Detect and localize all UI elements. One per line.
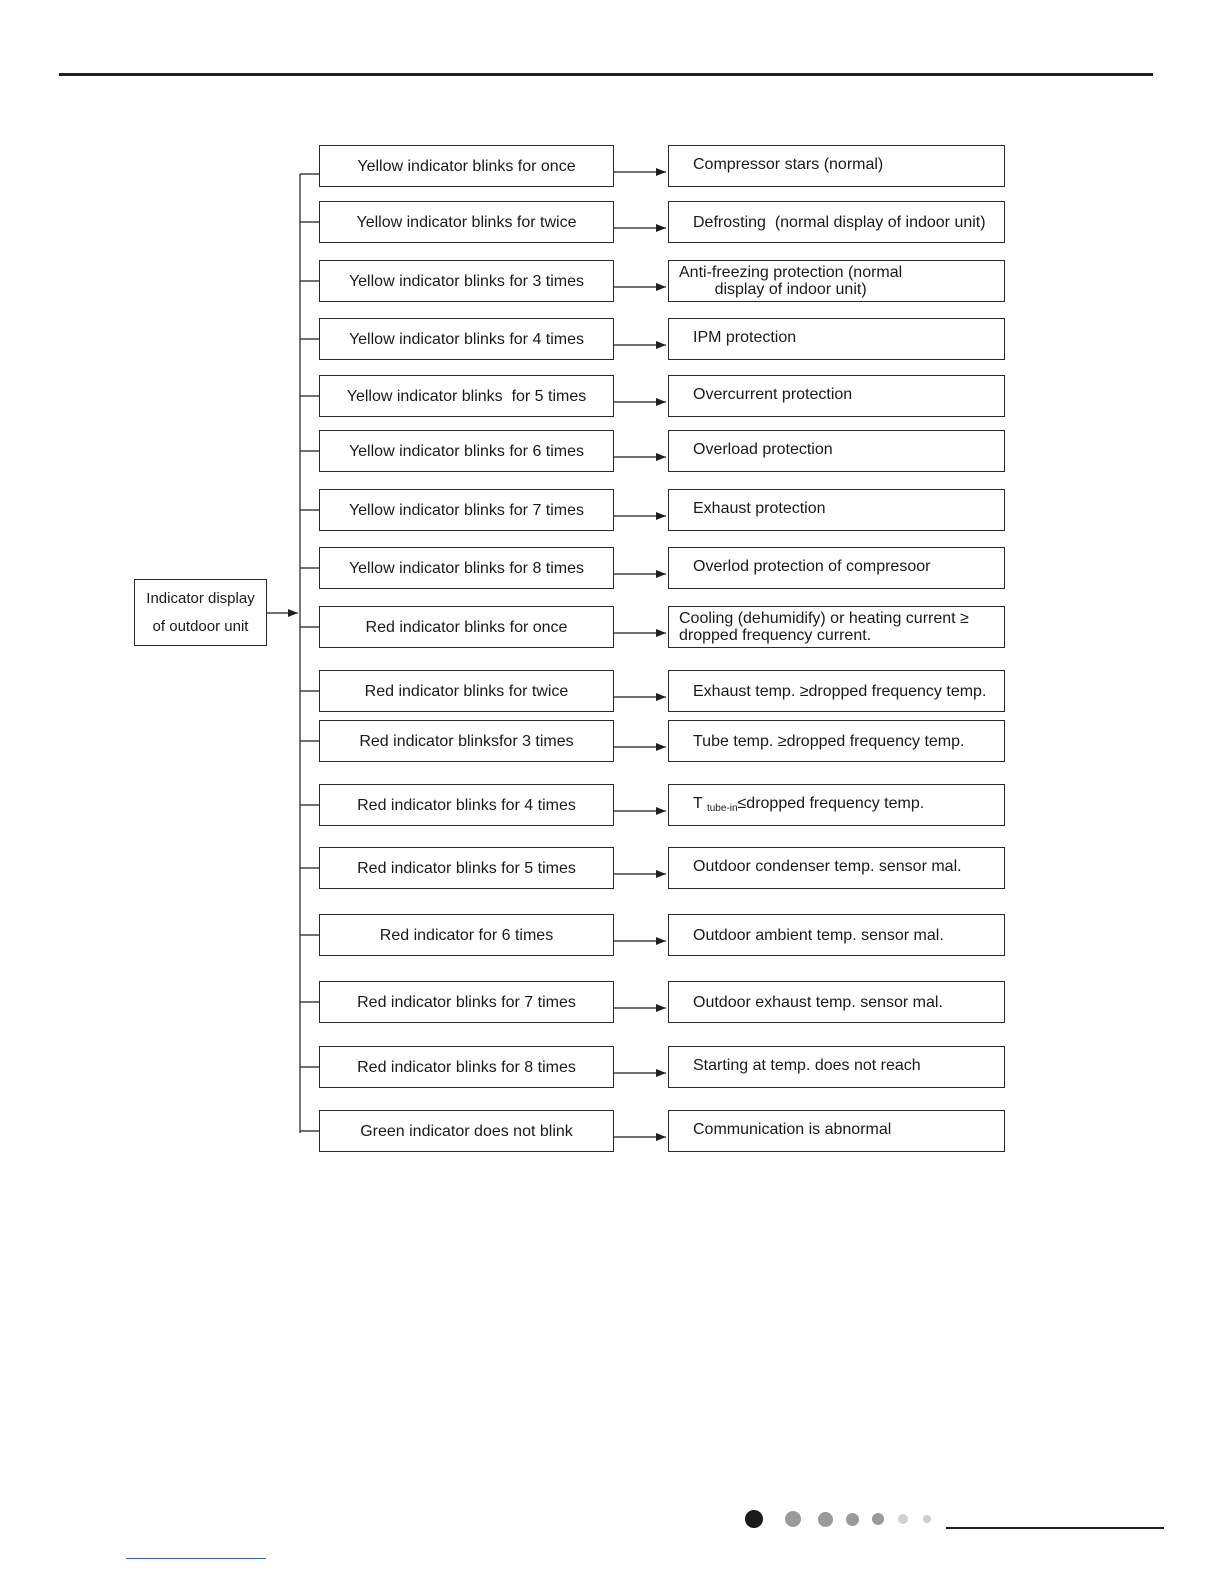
indicator-node-label: Yellow indicator blinks for once	[357, 157, 576, 175]
indicator-node	[319, 914, 614, 956]
result-node-label: Exhaust protection	[693, 500, 826, 517]
indicator-node-label: Yellow indicator blinks for 6 times	[348, 442, 585, 460]
indicator-node	[319, 145, 614, 187]
indicator-node	[319, 1110, 614, 1152]
result-node	[668, 430, 1005, 472]
progress-dot	[818, 1512, 833, 1527]
indicator-node	[319, 375, 614, 417]
indicator-node-label: Yellow indicator blinks for 7 times	[348, 501, 585, 519]
progress-dot	[898, 1514, 908, 1524]
result-node-label: Communication is abnormal	[693, 1121, 892, 1138]
footer-rule	[946, 1527, 1164, 1529]
indicator-node	[319, 606, 614, 648]
result-node	[668, 670, 1005, 712]
result-node-label: Anti-freezing protection (normal display of indoor unit)	[679, 264, 903, 298]
page-progress-dots	[745, 1510, 945, 1530]
result-node	[668, 981, 1005, 1023]
result-node	[668, 260, 1005, 302]
root-node-outdoor-indicator	[134, 579, 267, 646]
result-node	[668, 720, 1005, 762]
indicator-node-label: Red indicator blinks for twice	[364, 682, 569, 700]
result-node	[668, 375, 1005, 417]
indicator-node	[319, 547, 614, 589]
progress-dot	[785, 1511, 801, 1527]
result-node-label	[693, 795, 924, 817]
indicator-node-label: Red indicator for 6 times	[379, 926, 554, 944]
indicator-node	[319, 847, 614, 889]
result-node-label: Outdoor condenser temp. sensor mal.	[693, 858, 962, 875]
result-node-label: Exhaust temp. ≥dropped frequency temp.	[693, 682, 987, 700]
result-label-suffix: ≤dropped frequency temp.	[737, 795, 925, 812]
result-label-prefix: T	[693, 795, 707, 812]
indicator-node	[319, 720, 614, 762]
indicator-node-label: Red indicator blinks for 7 times	[357, 993, 576, 1011]
indicator-node-label: Red indicator blinks for 4 times	[357, 796, 576, 814]
result-node	[668, 547, 1005, 589]
result-node-label: Overload protection	[693, 441, 833, 458]
indicator-node	[319, 981, 614, 1023]
indicator-node-label: Red indicator blinks for once	[365, 618, 568, 636]
result-node-label: Tube temp. ≥dropped frequency temp.	[693, 732, 965, 750]
indicator-node-label: Red indicator blinks for 5 times	[357, 859, 576, 877]
result-node	[668, 201, 1005, 243]
result-node	[668, 1046, 1005, 1088]
result-node-label: Compressor stars (normal)	[693, 156, 884, 173]
indicator-node	[319, 489, 614, 531]
indicator-node-label: Yellow indicator blinks for 5 times	[346, 387, 587, 405]
indicator-node	[319, 430, 614, 472]
result-node	[668, 1110, 1005, 1152]
indicator-node-label: Yellow indicator blinks for 8 times	[348, 559, 585, 577]
indicator-node	[319, 318, 614, 360]
result-node	[668, 784, 1005, 826]
result-node-label: Outdoor exhaust temp. sensor mal.	[693, 993, 943, 1011]
indicator-node-label: Yellow indicator blinks for twice	[356, 213, 577, 231]
progress-dot	[872, 1513, 884, 1525]
indicator-node-label: Yellow indicator blinks for 4 times	[348, 330, 585, 348]
indicator-node	[319, 201, 614, 243]
indicator-node	[319, 260, 614, 302]
result-node	[668, 606, 1005, 648]
result-node	[668, 318, 1005, 360]
indicator-node-label: Green indicator does not blink	[360, 1122, 573, 1140]
result-node-label: Outdoor ambient temp. sensor mal.	[693, 926, 944, 944]
indicator-node-label: Red indicator blinksfor 3 times	[359, 732, 574, 750]
indicator-node-label: Yellow indicator blinks for 3 times	[348, 272, 585, 290]
result-node-label: Cooling (dehumidify) or heating current ≥ dropped frequency current.	[679, 610, 969, 644]
progress-dot	[846, 1513, 859, 1526]
root-node-label-line1: Indicator display	[146, 589, 255, 607]
progress-dot-active	[745, 1510, 763, 1528]
indicator-node-label: Red indicator blinks for 8 times	[357, 1058, 576, 1076]
result-node-label: Starting at temp. does not reach	[693, 1057, 921, 1074]
result-node	[668, 489, 1005, 531]
indicator-node	[319, 670, 614, 712]
result-label-subscript: tube-in	[706, 803, 738, 814]
result-node	[668, 145, 1005, 187]
footer-link-rule	[126, 1558, 266, 1559]
indicator-node	[319, 1046, 614, 1088]
indicator-node	[319, 784, 614, 826]
root-node-label-line2: of outdoor unit	[152, 617, 249, 635]
result-node-label: Overlod protection of compresoor	[693, 558, 931, 575]
result-node	[668, 914, 1005, 956]
progress-dot	[923, 1515, 931, 1523]
result-node-label: Defrosting (normal display of indoor unit)	[693, 213, 986, 231]
result-node-label: IPM protection	[693, 329, 797, 346]
result-node	[668, 847, 1005, 889]
result-node-label: Overcurrent protection	[693, 386, 853, 403]
